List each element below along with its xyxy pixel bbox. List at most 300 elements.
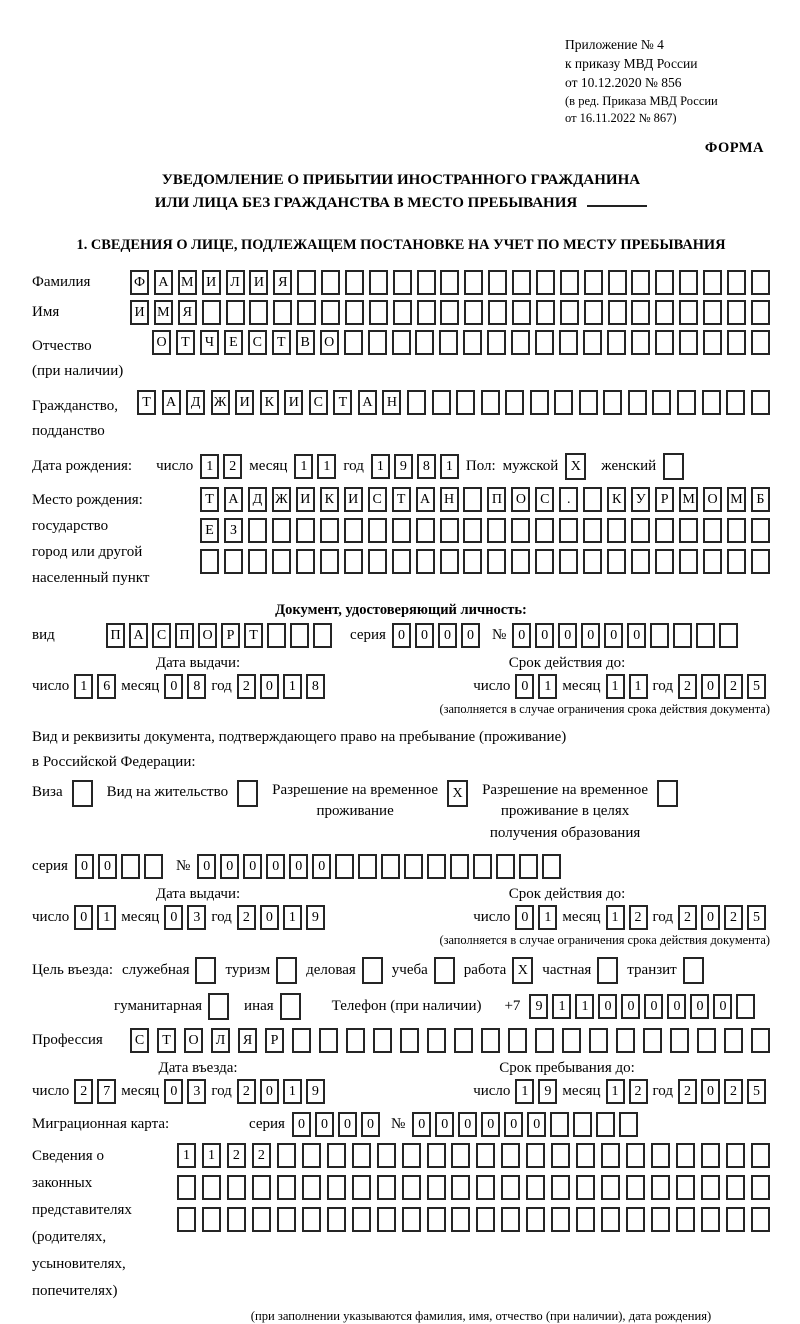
char-cell [703,270,722,295]
char-cell [427,1175,446,1200]
entry-dates [32,1060,770,1104]
edu-residence-label-line1: Разрешение на временное [482,781,649,798]
char-cell: Т [333,390,352,415]
char-cell: Т [392,487,411,512]
identity-valid-month-cells [606,674,648,699]
char-cell [369,300,388,325]
birth-date-row [32,453,770,480]
char-cell: И [202,270,221,295]
char-cell [751,300,770,325]
residence-series-cells [75,854,163,879]
char-cell [583,487,602,512]
birth-month-label: месяц [249,457,288,474]
char-cell: 0 [458,1112,477,1137]
birth-day-label: число [156,457,194,474]
char-cell [512,270,531,295]
char-cell: 2 [678,905,697,930]
char-cell: . [559,487,578,512]
month-label: месяц [121,677,160,694]
phone-label: Телефон (при наличии) [331,997,482,1014]
citizenship-label-line2: подданство [32,423,105,440]
char-cell [440,270,459,295]
char-cell [369,270,388,295]
char-cell: 2 [227,1143,246,1168]
identity-valid-day-cells [515,674,557,699]
char-cell [496,854,515,879]
char-cell [368,330,387,355]
char-cell [248,549,267,574]
visa-checkbox [72,780,93,807]
char-cell [352,1175,371,1200]
identity-issue-year-cells [237,674,325,699]
identity-number-cells [512,623,738,648]
representatives-label-line6: попечителях) [32,1282,118,1299]
char-cell: 0 [435,1112,454,1137]
char-cell [335,854,354,879]
char-cell [511,330,530,355]
phone-cells [529,994,755,1019]
char-cell [679,300,698,325]
patronymic-label-line1: Отчество [32,337,92,354]
char-cell [751,1028,770,1053]
birth-year-label: год [343,457,364,474]
char-cell [267,623,286,648]
char-cell: 0 [361,1112,380,1137]
purpose-option-gumanitarnaya [114,993,229,1020]
birth-place-label-line1: Место рождения: [32,491,143,508]
char-cell: И [235,390,254,415]
surname-label: Фамилия [32,273,91,290]
char-cell [344,518,363,543]
char-cell [319,1028,338,1053]
char-cell: 3 [187,905,206,930]
char-cell: 8 [187,674,206,699]
char-cell [631,300,650,325]
purpose-option-label: туризм [225,961,271,978]
char-cell [703,549,722,574]
char-cell [560,270,579,295]
profession-cells [130,1028,770,1053]
char-cell: 0 [627,623,646,648]
day-label: число [32,1082,70,1099]
residence-issue-day-cells [74,905,116,930]
char-cell [535,330,554,355]
residence-valid-year-cells [678,905,766,930]
char-cell: М [727,487,746,512]
char-cell: 9 [306,905,325,930]
char-cell: 2 [629,905,648,930]
char-cell [727,330,746,355]
residence-issue-header: Дата выдачи: [155,885,241,902]
identity-valid-year-cells [678,674,766,699]
char-cell [427,854,446,879]
purpose-chastnaya-checkbox [597,957,618,984]
char-cell [416,518,435,543]
char-cell: С [248,330,267,355]
entry-month-cells [164,1079,206,1104]
purpose-delovaya-checkbox [362,957,383,984]
purpose-option-label: работа [463,961,507,978]
char-cell [655,300,674,325]
char-cell [726,1175,745,1200]
char-cell: 0 [392,623,411,648]
char-cell [476,1207,495,1232]
char-cell [589,1028,608,1053]
residence-issue-date [32,905,325,930]
entry-dates-values [32,1079,770,1104]
migration-series-cells [292,1112,380,1137]
char-cell: 0 [220,854,239,879]
char-cell [402,1207,421,1232]
entry-date [32,1079,325,1104]
char-cell: И [296,487,315,512]
char-cell [603,390,622,415]
char-cell: О [320,330,339,355]
char-cell [526,1143,545,1168]
year-label: год [652,677,673,694]
identity-issue-day-cells [74,674,116,699]
identity-doc-dates-values [32,674,770,699]
char-cell: М [178,270,197,295]
identity-series-cells [392,623,480,648]
char-cell [651,1207,670,1232]
char-cell [508,1028,527,1053]
char-cell [631,330,650,355]
char-cell [416,549,435,574]
residence-issue-year-cells [237,905,325,930]
purpose-option-ucheba [392,957,455,984]
char-cell: 9 [529,994,548,1019]
char-cell: Н [440,487,459,512]
char-cell: Т [176,330,195,355]
char-cell: 1 [538,905,557,930]
char-cell [440,518,459,543]
char-cell [488,300,507,325]
char-cell [352,1207,371,1232]
month-label: месяц [562,677,601,694]
char-cell: 0 [713,994,732,1019]
representatives-cells-row1 [177,1143,770,1168]
form-label: ФОРМА [704,139,764,156]
char-cell [576,1143,595,1168]
char-cell [619,1112,638,1137]
char-cell [643,1028,662,1053]
char-cell [607,330,626,355]
char-cell: В [296,330,315,355]
char-cell: П [106,623,125,648]
char-cell [377,1175,396,1200]
edu-residence-label [482,780,648,845]
char-cell [121,854,140,879]
migration-card-label: Миграционная карта: [32,1115,170,1132]
char-cell [345,270,364,295]
char-cell [562,1028,581,1053]
char-cell: 0 [164,1079,183,1104]
char-cell: 0 [644,994,663,1019]
birth-place-label-line3: город или другой [32,544,143,561]
char-cell: 2 [629,1079,648,1104]
char-cell [631,270,650,295]
char-cell: 0 [515,905,534,930]
char-cell [327,1175,346,1200]
appendix-line-3: от 10.12.2020 № 856 [565,74,682,90]
char-cell: А [224,487,243,512]
char-cell: Л [226,270,245,295]
char-cell: Д [248,487,267,512]
purpose-option-label: транзит [627,961,677,978]
residence-doc-intro [32,725,770,776]
char-cell [631,518,650,543]
char-cell [400,1028,419,1053]
char-cell [344,549,363,574]
char-cell [415,330,434,355]
char-cell: С [152,623,171,648]
birth-place-label [32,487,200,592]
char-cell [727,300,746,325]
revision-line-1: (в ред. Приказа МВД России [565,93,718,108]
char-cell: 2 [252,1143,271,1168]
char-cell [560,300,579,325]
char-cell [542,854,561,879]
char-cell: 5 [747,674,766,699]
char-cell: 2 [74,1079,93,1104]
char-cell: 1 [371,454,390,479]
purpose-option-inaya [244,993,301,1020]
char-cell [724,1028,743,1053]
char-cell: И [130,300,149,325]
char-cell [392,549,411,574]
char-cell [679,549,698,574]
char-cell: Я [238,1028,257,1053]
char-cell [296,549,315,574]
char-cell [576,1175,595,1200]
char-cell [601,1175,620,1200]
year-label: год [652,1082,673,1099]
char-cell: 2 [724,905,743,930]
char-cell [676,1175,695,1200]
year-label: год [652,908,673,925]
form-title [32,169,770,215]
char-cell [417,270,436,295]
char-cell [272,549,291,574]
char-cell: 1 [294,454,313,479]
residence-permit-option [107,780,258,807]
char-cell [701,1175,720,1200]
char-cell: 1 [202,1143,221,1168]
residence-doc-dates [32,886,770,948]
entry-date-header: Дата въезда: [158,1059,238,1076]
purpose-option-label: иная [244,997,274,1014]
entry-dates-headers [32,1060,770,1077]
char-cell: Я [178,300,197,325]
char-cell [751,330,770,355]
char-cell [608,270,627,295]
char-cell [679,330,698,355]
char-cell [463,549,482,574]
char-cell [535,549,554,574]
sex-label: Пол: [465,457,496,474]
char-cell: Ж [272,487,291,512]
char-cell [451,1207,470,1232]
char-cell [226,300,245,325]
char-cell [450,854,469,879]
birth-place-cells-row3 [200,549,770,574]
char-cell: 2 [237,674,256,699]
char-cell: 0 [266,854,285,879]
surname-cells [130,270,770,295]
char-cell [551,1143,570,1168]
day-label: число [32,908,70,925]
char-cell: 5 [747,1079,766,1104]
char-cell [584,300,603,325]
char-cell: П [175,623,194,648]
migration-number-label: № [390,1115,406,1132]
residence-doc-intro-line2: в Российской Федерации: [32,754,196,771]
char-cell [296,518,315,543]
char-cell [277,1175,296,1200]
char-cell [626,1207,645,1232]
purpose-row-1 [32,957,770,984]
visa-option [32,780,93,807]
appendix-header [565,36,770,128]
char-cell [607,549,626,574]
char-cell: 2 [724,1079,743,1104]
char-cell: 0 [312,854,331,879]
char-cell: 0 [667,994,686,1019]
temp-residence-label-line2: проживание [316,803,394,820]
char-cell: 1 [575,994,594,1019]
char-cell: 0 [164,905,183,930]
identity-series-label: серия [350,626,386,643]
char-cell [439,330,458,355]
char-cell [676,1143,695,1168]
char-cell [628,390,647,415]
revision-line-2: от 16.11.2022 № 867) [565,111,677,126]
char-cell: И [284,390,303,415]
residence-valid-day-cells [515,905,557,930]
identity-valid-header: Срок действия до: [508,654,626,671]
char-cell: 2 [678,674,697,699]
residence-permit-checkbox [237,780,258,807]
char-cell: 0 [243,854,262,879]
char-cell [227,1207,246,1232]
temp-residence-checkbox: X [447,780,468,807]
representatives-row [32,1143,770,1305]
char-cell: 1 [515,1079,534,1104]
citizenship-cells [137,390,770,415]
char-cell [583,330,602,355]
birth-place-cells-row2 [200,518,770,543]
representatives-cells [177,1143,770,1232]
char-cell: 3 [187,1079,206,1104]
residence-series-label: серия [32,857,68,874]
purpose-option-delovaya [306,957,383,984]
residence-doc-intro-line1: Вид и реквизиты документа, подтверждающего право на пребывание (проживание) [32,728,567,745]
char-cell [202,1175,221,1200]
char-cell: 1 [177,1143,196,1168]
month-label: месяц [121,1082,160,1099]
representatives-note: (при заполнении указываются фамилия, имя, отчество (при наличии), дата рождения) [250,1308,712,1323]
char-cell [551,1207,570,1232]
char-cell: Д [186,390,205,415]
char-cell: О [184,1028,203,1053]
char-cell [601,1143,620,1168]
char-cell: 0 [164,674,183,699]
residence-doc-dates-values [32,905,770,930]
sex-male-checkbox: X [565,453,586,480]
identity-doc-heading: Документ, удостоверяющий личность: [275,601,527,618]
purpose-row-2 [114,993,770,1020]
char-cell [655,518,674,543]
char-cell [673,623,692,648]
residence-number-cells [197,854,561,879]
char-cell: 9 [538,1079,557,1104]
char-cell [727,270,746,295]
char-cell [559,549,578,574]
citizenship-label-line1: Гражданство, [32,397,119,414]
identity-issue-date [32,674,325,699]
char-cell: 2 [237,905,256,930]
char-cell: 0 [581,623,600,648]
purpose-option-sluzhebnaya [122,957,217,984]
char-cell [559,518,578,543]
char-cell [505,390,524,415]
char-cell: 0 [535,623,554,648]
purpose-option-label: гуманитарная [114,997,203,1014]
char-cell [302,1143,321,1168]
char-cell: 0 [621,994,640,1019]
migration-card-row [32,1112,770,1137]
month-label: месяц [562,1082,601,1099]
surname-row [32,270,770,295]
birth-place-label-line4: населенный пункт [32,570,150,587]
purpose-sluzhebnaya-checkbox [195,957,216,984]
purpose-turizm-checkbox [276,957,297,984]
char-cell [427,1028,446,1053]
char-cell [751,1143,770,1168]
char-cell [554,390,573,415]
char-cell [487,518,506,543]
form-title-line-1: УВЕДОМЛЕНИЕ О ПРИБЫТИИ ИНОСТРАННОГО ГРАЖДАНИНА [161,171,641,188]
representatives-label-line5: усыновителях, [32,1255,126,1272]
residence-permit-options [32,780,770,845]
char-cell [536,270,555,295]
temp-residence-option [272,780,468,824]
char-cell: 0 [338,1112,357,1137]
char-cell: Б [751,487,770,512]
char-cell [626,1175,645,1200]
char-cell [393,270,412,295]
birth-place-label-line2: государство [32,517,109,534]
representatives-label-line1: Сведения о [32,1147,104,1164]
char-cell [703,518,722,543]
char-cell [297,270,316,295]
day-label: число [473,1082,511,1099]
char-cell: А [129,623,148,648]
char-cell: П [487,487,506,512]
entry-year-cells [237,1079,325,1104]
char-cell: К [260,390,279,415]
char-cell [616,1028,635,1053]
char-cell [536,300,555,325]
profession-row [32,1028,770,1053]
char-cell [679,518,698,543]
char-cell [651,1175,670,1200]
sex-male-label: мужской [502,457,559,474]
char-cell: О [198,623,217,648]
char-cell: 0 [504,1112,523,1137]
char-cell: Ж [211,390,230,415]
